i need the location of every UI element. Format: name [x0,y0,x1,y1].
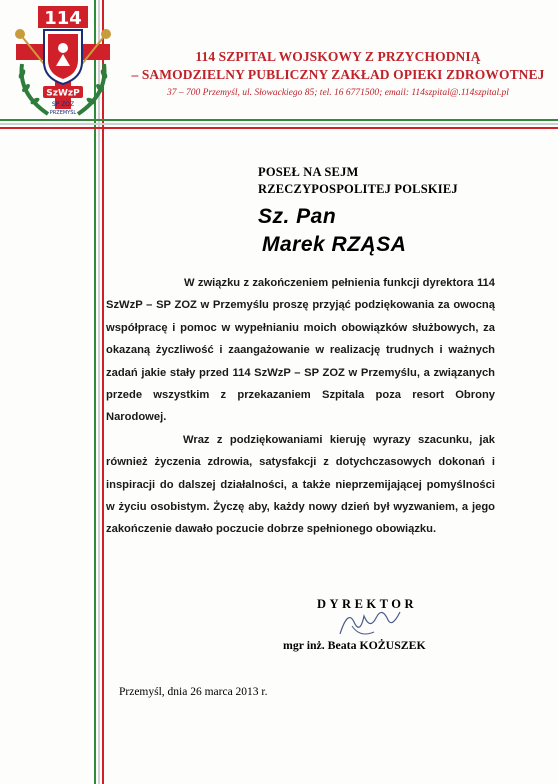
letter-date: Przemyśl, dnia 26 marca 2013 r. [119,686,268,698]
paragraph-2: Wraz z podziękowaniami kieruję wyrazy szacunku, jak również życzenia zdrowia, satysfakcji z dotychczasowych dokonań i inspiracji do dalszej działalności, a także nieprzemijającej pomyślności w życiu osobistym. Życzę aby, każdy nowy dzień był wyzwaniem, a jego zakończenie dawało poczucie dobrze spełnionego obowiązku. [106,433,495,536]
salutation-name: Marek RZĄSA [262,233,407,256]
header-title-line2: – SAMODZIELNY PUBLICZNY ZAKŁAD OPIEKI ZDROWOTNEJ [131,67,545,82]
addressee-line2: RZECZYPOSPOLITEJ POLSKIEJ [258,182,458,196]
logo-city: PRZEMYŚL [49,110,77,116]
header-contact: 37 – 700 Przemyśl, ul. Słowackiego 85; tel. 16 6771500; email: 114szpital@.114szpital.pl [167,88,509,98]
horizontal-red-line [0,127,558,129]
logo-sub: SP ZOZ [51,101,75,108]
hospital-logo [8,4,118,124]
signature-title: DYREKTOR [317,597,418,611]
signer-name: mgr inż. Beata KOŻUSZEK [283,638,426,652]
logo-badge: SzWzP [46,88,80,99]
letter-body [106,272,495,541]
paragraph-1: W związku z zakończeniem pełnienia funkcji dyrektora 114 SzWzP – SP ZOZ w Przemyślu proszę przyjąć podziękowania za owocną współpracę i pomoc w wypełnianiu moich obowiązków służbowych, za okazaną życzliwość i zaangażowanie w realizację trudnych i ważnych zadań jakie stały przed 114 SzWzP – SP ZOZ w Przemyślu, a związanych przede wszystkim z przekazaniem Szpitala poza resort Obrony Narodowej. [106,277,495,424]
header-title-line1: 114 SZPITAL WOJSKOWY Z PRZYCHODNIĄ [195,49,481,64]
salutation-title: Sz. Pan [258,205,337,228]
addressee-line1: POSEŁ NA SEJM [258,165,359,179]
logo-number: 114 [44,8,82,29]
